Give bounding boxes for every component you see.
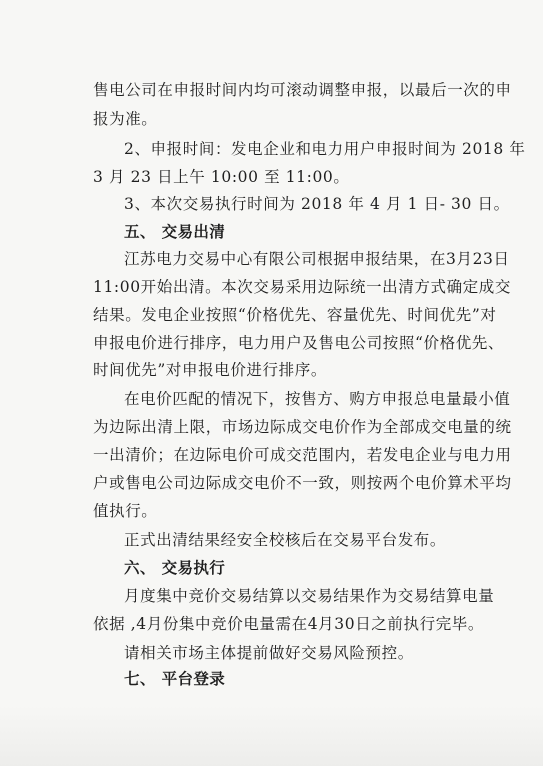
paragraph-line-14: 一出清价；在边际电价可成交范围内，若发电企业与电力用 <box>93 446 512 464</box>
paragraph-line-19: 月度集中竞价交易结算以交易结果作为交易结算电量 <box>124 587 495 605</box>
paragraph-line-16: 值执行。 <box>93 502 158 520</box>
section-heading-6: 六、 交易执行 <box>124 559 226 577</box>
paragraph-line-1: 售电公司在申报时间内均可滚动调整申报，以最后一次的申 <box>93 81 512 99</box>
paragraph-line-9: 结果。发电企业按照“价格优先、容量优先、时间优先”对 <box>93 306 497 324</box>
paragraph-line-7: 江苏电力交易中心有限公司根据申报结果，在3月23日 <box>124 250 510 268</box>
paragraph-line-11: 时间优先”对申报电价进行排序。 <box>93 361 327 379</box>
paragraph-line-10: 申报电价进行排序，电力用户及售电公司按照“价格优先、 <box>93 334 505 352</box>
paragraph-line-21: 请相关市场主体提前做好交易风险预控。 <box>124 644 414 662</box>
paragraph-line-13: 为边际出清上限，市场边际成交电价作为全部成交电量的统 <box>93 418 512 436</box>
paragraph-line-4: 3 月 23 日上午 10:00 至 11:00。 <box>93 168 350 186</box>
paragraph-line-8: 11:00开始出清。本次交易采用边际统一出清方式确定成交 <box>93 278 511 296</box>
paragraph-line-5: 3、本次交易执行时间为 2018 年 4 月 1 日- 30 日。 <box>124 195 510 213</box>
paragraph-line-20: 依据 ,4月份集中竞价电量需在4月30日之前执行完毕。 <box>93 615 485 633</box>
paragraph-line-2: 报为准。 <box>93 110 158 128</box>
page-bottom-shading <box>0 706 543 766</box>
paragraph-line-12: 在电价匹配的情况下，按售方、购方申报总电量最小值 <box>124 390 511 408</box>
paragraph-line-15: 户或售电公司边际成交电价不一致，则按两个电价算术平均 <box>93 474 512 492</box>
section-heading-7: 七、 平台登录 <box>124 670 226 688</box>
section-heading-5: 五、 交易出清 <box>124 223 226 241</box>
paragraph-line-17: 正式出清结果经安全校核后在交易平台发布。 <box>124 531 447 549</box>
paragraph-line-3: 2、申报时间：发电企业和电力用户申报时间为 2018 年 <box>124 140 526 158</box>
